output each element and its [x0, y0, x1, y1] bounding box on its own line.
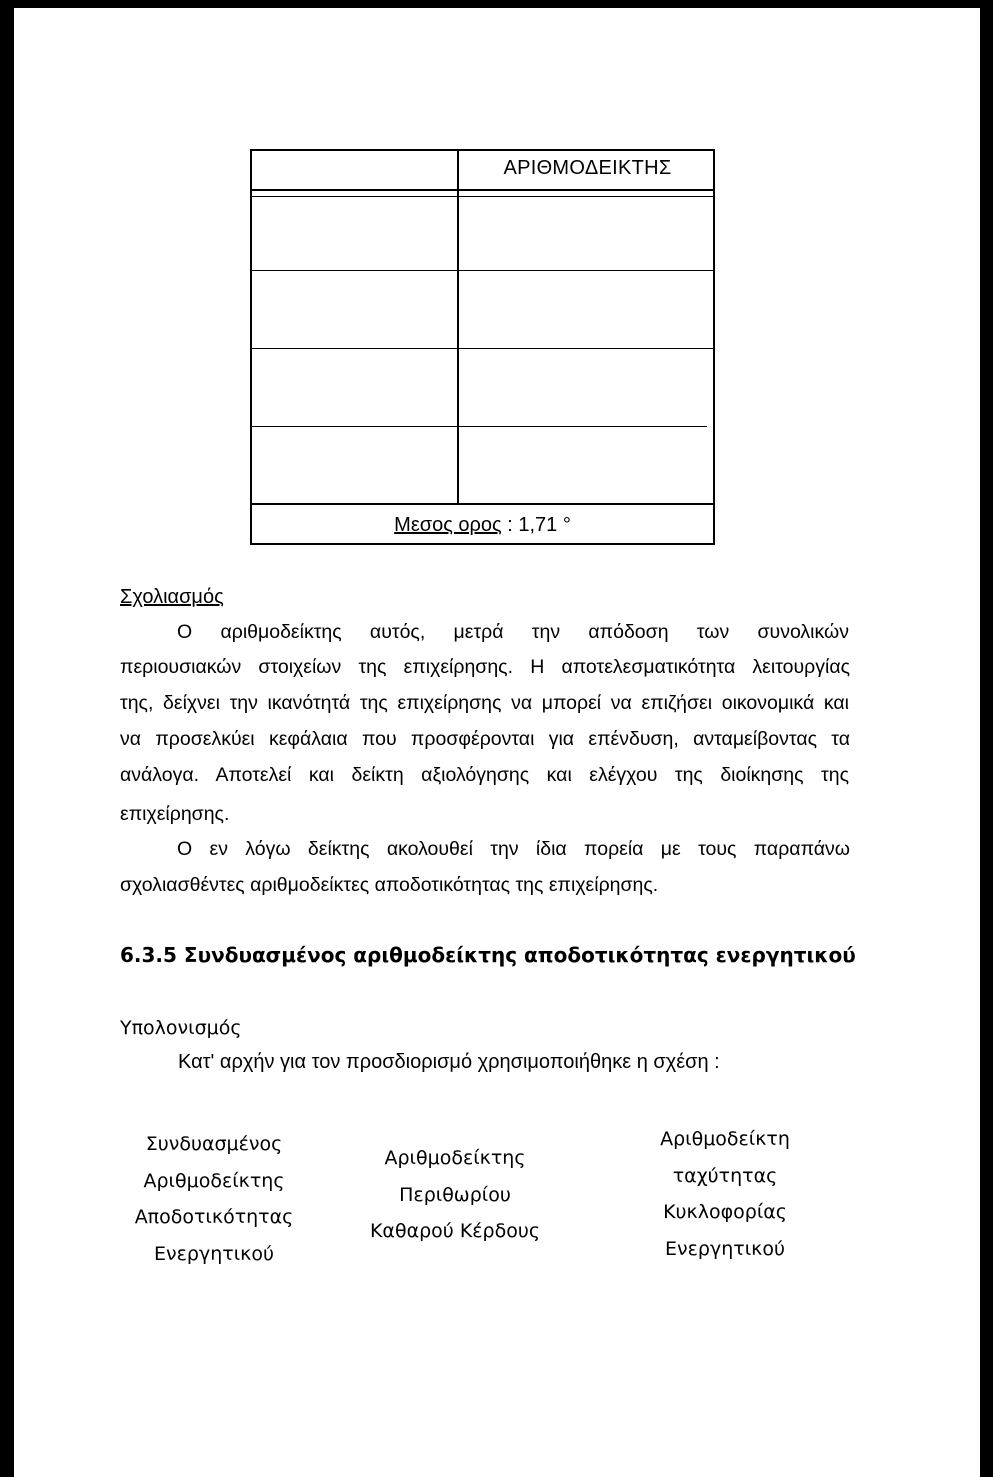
formula-combined-ratio [124, 1126, 304, 1272]
table-rule [252, 426, 707, 427]
formula-term-line: Αριθμοδείκτη [660, 1128, 790, 1150]
table-rule [252, 503, 713, 505]
formula-term-line: Ενεργητικού [154, 1242, 274, 1265]
ratio-table [250, 149, 715, 545]
mean-label: Μεσος ορος [394, 514, 502, 536]
formula-net-margin-ratio [355, 1140, 555, 1250]
formula-term-line: Αριθμοδείκτης [384, 1147, 526, 1169]
formula-term-line: Συνδυασμένος [145, 1133, 283, 1155]
formula-asset-turnover-ratio [630, 1121, 820, 1267]
calculation-heading: Υπολονισμός [120, 1017, 242, 1039]
mean-value: : 1,71 ° [507, 514, 571, 536]
commentary-line: Ο εν λόγω δείκτης ακολουθεί την ίδια πορεία με τους παραπάνω [177, 838, 850, 860]
formula-term-line: ταχύτητας [672, 1164, 778, 1187]
commentary-line: επιχείρησης. [120, 803, 230, 825]
table-column-divider [457, 151, 459, 503]
commentary-line: ανάλογα. Αποτελεί και δείκτη αξιολόγησης και ελέγχου της διοίκησης της [120, 764, 849, 786]
table-rule [252, 270, 713, 271]
mean-row [252, 508, 713, 542]
formula-term-line: Αποδοτικότητας [134, 1206, 294, 1228]
formula-term-line: Ενεργητικού [665, 1237, 785, 1260]
section-heading: 6.3.5 Συνδυασμένος αριθμοδείκτης αποδοτικότητας ενεργητικού [120, 943, 856, 967]
table-rule [252, 196, 713, 197]
table-header: ΑΡΙΘΜΟΔΕΙΚΤΗΣ [503, 157, 672, 179]
commentary-line: Ο αριθμοδείκτης αυτός, μετρά την απόδοση των συνολικών [177, 621, 849, 643]
formula-term-line: Καθαρού Κέρδους [369, 1220, 541, 1242]
table-rule [252, 348, 713, 349]
formula-term-line: Αριθμοδείκτης [143, 1169, 285, 1192]
calculation-intro: Κατ' αρχήν για τον προσδιορισμό χρησιμοποιήθηκε η σχέση : [178, 1051, 720, 1073]
table-rule [252, 189, 713, 191]
commentary-heading: Σχολιασμός [120, 586, 224, 608]
commentary-line: περιουσιακών στοιχείων της επιχείρησης. Η αποτελεσματικότητα λειτουργίας [120, 656, 850, 678]
commentary-line: της, δείχνει την ικανότητά της επιχείρησης να μπορεί να επιζήσει οικονομικά και [120, 692, 849, 714]
scan-edge-mark [0, 0, 9, 1477]
commentary-line: να προσελκύει κεφάλαια που προσφέρονται για επένδυση, ανταμείβοντας τα [120, 728, 850, 750]
commentary-line: σχολιασθέντες αριθμοδείκτες αποδοτικότητας της επιχείρησης. [120, 874, 659, 896]
formula-term-line: Περιθωρίου [399, 1183, 511, 1206]
formula-term-line: Κυκλοφορίας [663, 1201, 787, 1223]
